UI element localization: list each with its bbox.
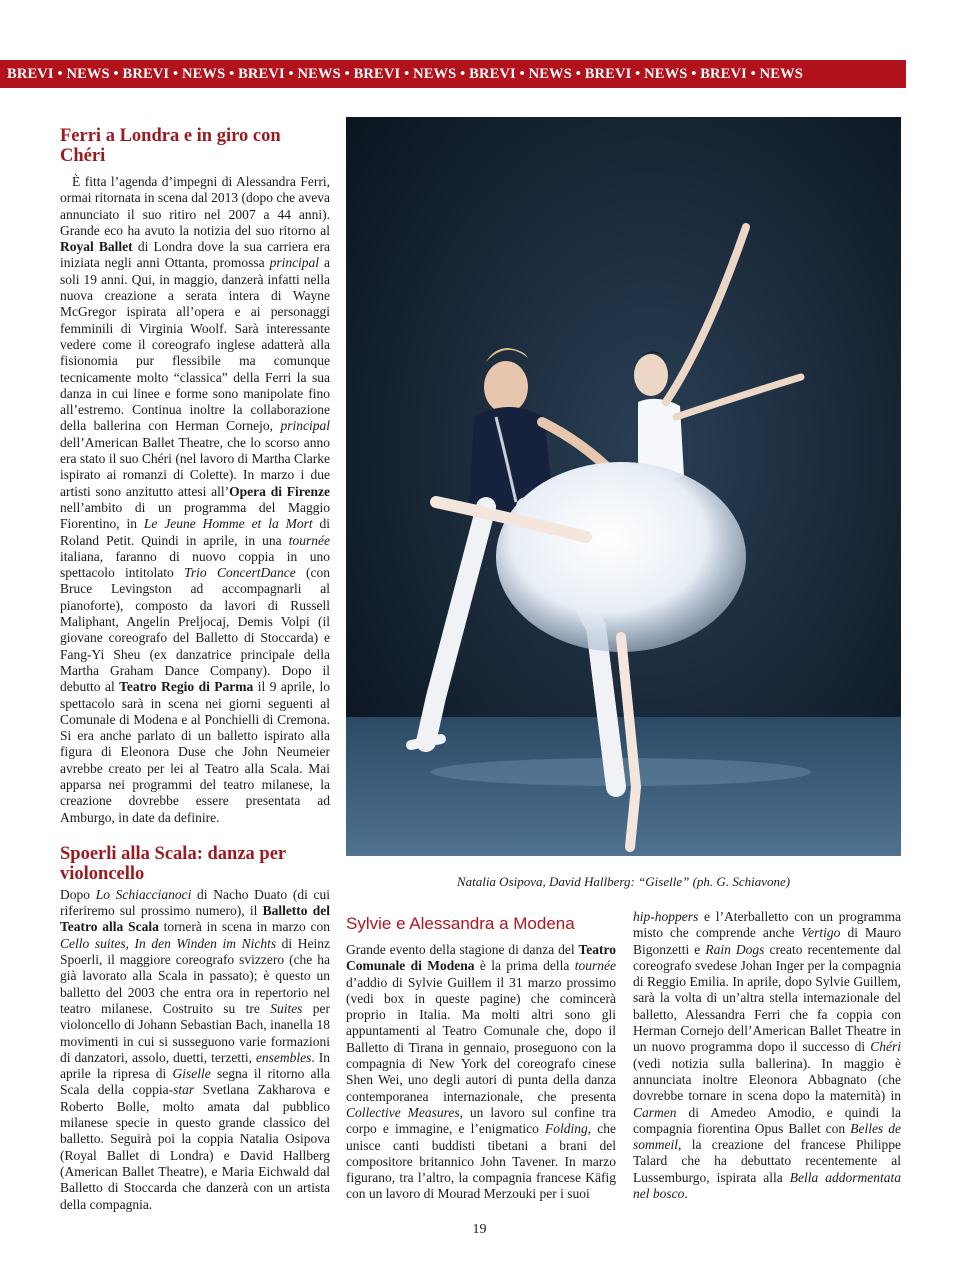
ballet-photo <box>346 117 901 856</box>
left-column <box>60 126 330 1213</box>
photo-caption: Natalia Osipova, David Hallberg: “Giselle” (ph. G. Schiavone) <box>456 874 791 889</box>
article-modena-title: Sylvie e Alessandra a Modena <box>346 914 575 933</box>
article-spoerli-body: Dopo Lo Schiaccianoci di Nacho Duato (di cui riferiremo sul prossimo numero), il Balletto del Teatro alla Scala tornerà in scena in marzo con Cello suites, In den Winden im Nichts di Heinz Spoerli, il maggiore coreografo svizzero (che ha già lavorato alla Scala in passato); è questo un balletto del 2003 che entra ora in repertorio nel teatro milanese. Costruito su tre Suites per violoncello di Johann Sebastian Bach, inanella 18 movimenti in cui si susseguono varie formazioni di danzatori, assolo, duetti, terzetti, ensembles. In aprile la ripresa di Giselle segna il ritorno alla Scala della coppia-star Svetlana Zakharova e Roberto Bolle, molto amata dal pubblico milanese specie in questo grande classico del balletto. Seguirà poi la coppia Natalia Osipova (Royal Ballet di Londra) e David Hallberg (American Ballet Theatre), e Maria Eichwald dal Balletto di Stoccarda che danzerà con un artista della compagnia. <box>60 886 331 1212</box>
article-modena-body-part1: Grande evento della stagione di danza del Teatro Comunale di Modena è la prima della tournée d’addio di Sylvie Guillem il 31 marzo prossimo (vedi box in queste pagine) che comincerà proprio in Italia. Ma molti altri sono gli appuntamenti al Teatro Comunale che, dopo il Balletto di Tirana in gennaio, proseguono con la compagnia di New York del coreografo cinese Shen Wei, uno degli autori di punta della danza contemporanea internazionale, che presenta Collective Measures, un lavoro sul confine tra corpo e immagine, e l’enigmatico Folding, che unisce canti buddisti tibetani a brani del compositore britannico John Tavener. In marzo figurano, tra l’altro, la compagnia francese Käfig con un lavoro di Mourad Merzouki per i suoi <box>346 942 616 1202</box>
news-banner: BREVI • NEWS • BREVI • NEWS • BREVI • NEWS • BREVI • NEWS • BREVI • NEWS • BREVI • NEWS • BREVI • NEWS <box>0 60 906 88</box>
middle-column <box>346 914 616 1203</box>
article-ferri-title: Ferri a Londra e in giro con Chéri <box>60 126 281 166</box>
right-column <box>633 909 901 1202</box>
article-ferri-body: È fitta l’agenda d’impegni di Alessandra Ferri, ormai ritornata in scena dal 2013 (dopo che aveva annunciato il suo ritiro nel 2007 a 44 anni). Grande eco ha avuto la notizia del suo ritorno al Royal Ballet di Londra dove la sua carriera era iniziata negli anni Ottanta, promossa principal a soli 19 anni. Qui, in maggio, danzerà infatti nella nuova creazione a serata intera di Wayne McGregor ispirata all’opera e ai personaggi femminili di Virginia Woolf. Sarà interessante vedere come il coreografo inglese adatterà alla fisionomia pur flessibile ma comunque tecnicamente molto “classica” della Ferri la sua danza in cui linee e forme sono manipolate fino all’estremo. Continua inoltre la collaborazione della ballerina con Herman Cornejo, principal dell’American Ballet Theatre, che lo scorso anno era stato il suo Chéri (nel lavoro di Martha Clarke ispirato ai romanzi di Colette). In marzo i due artisti sono anzitutto attesi all’Opera di Firenze nell’ambito di un programma del Maggio Fiorentino, in Le Jeune Homme et la Mort di Roland Petit. Quindi in aprile, in una tournée italiana, faranno di nuovo coppia in uno spettacolo intitolato Trio ConcertDance (con Bruce Levingston ad accompagnarli al pianoforte), composto da lavori di Russell Maliphant, Angelin Preljocaj, Demis Volpi (il giovane coreografo del Balletto di Stoccarda) e Fang-Yi Sheu (ex danzatrice principale della Martha Graham Dance Company). Dopo il debutto al Teatro Regio di Parma il 9 aprile, lo spettacolo sarà in scena nei giorni seguenti al Comunale di Modena e al Ponchielli di Cremona. Si era anche parlato di un balletto ispirato alla figura di Eleonora Duse che John Neumeier avrebbe creato per lei al Teatro alla Scala. Mai apparsa nei programmi del teatro milanese, la creazione dovrebbe essere presentata ad Amburgo, in date da definire. <box>60 174 331 825</box>
article-modena-body-part2: hip-hoppers e l’Aterballetto con un programma misto che comprende anche Vertigo di Mauro Bigonzetti e Rain Dogs creato recentemente dal coreografo svedese Johan Inger per la compagnia di Reggio Emilia. In aprile, dopo Sylvie Guillem, sarà la volta di un’altra stella internazionale del balletto, Alessandra Ferri che fa coppia con Herman Cornejo dell’American Ballet Theatre in un nuovo programma dopo il successo di Chéri (vedi notizia sulla ballerina). In maggio è annunciata inoltre Eleonora Abbagnato (che dovrebbe tornare in scena dopo la maternità) in Carmen di Amedeo Amodio, e quindi la compagnia fiorentina Opus Ballet con Belles de sommeil, la creazione del francese Philippe Talard che ha debuttato recentemente al Lussemburgo, ispirata alla Bella addormentata nel bosco. <box>633 909 902 1202</box>
page-number: 19 <box>472 1222 487 1237</box>
article-spoerli-title: Spoerli alla Scala: danza per violoncello <box>60 843 286 884</box>
giselle-dancers-illustration <box>346 117 901 856</box>
